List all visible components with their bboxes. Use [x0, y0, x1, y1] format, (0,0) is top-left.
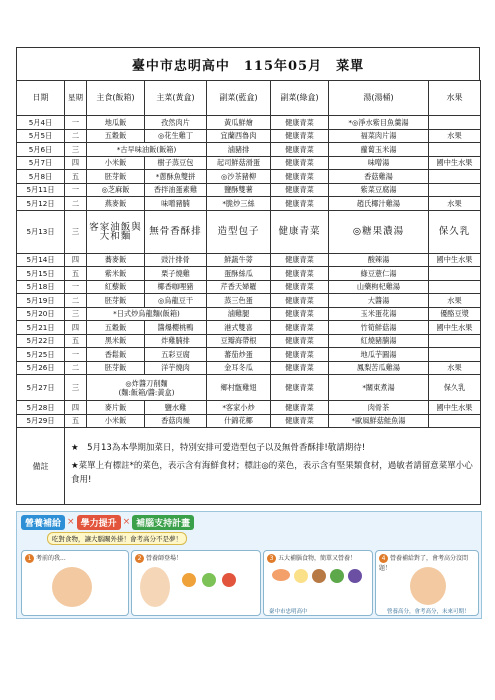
date-cell: 5月18日: [17, 280, 65, 294]
side-dish-green-cell: 健康青菜: [271, 361, 329, 375]
weekday-cell: 三: [65, 143, 87, 157]
side-dish-blue-cell: *客家小炒: [207, 401, 271, 415]
combined-staple-text: ◎炸醬刀削麵: [125, 378, 168, 388]
staple-cell: 黑米飯: [87, 334, 145, 348]
fruit-cell: [429, 116, 481, 130]
side-dish-green-cell: 健康青菜: [271, 183, 329, 197]
fruit-cell: 國中生水果: [429, 156, 481, 170]
date-cell: 5月21日: [17, 321, 65, 335]
berry-icon: [348, 569, 362, 583]
soup-cell: 地瓜芋圓湯: [329, 348, 429, 362]
weekday-cell: 四: [65, 253, 87, 267]
menu-row: [17, 183, 481, 197]
date-cell: 5月27日: [17, 375, 65, 401]
notes-row: [17, 428, 481, 505]
menu-row: [17, 267, 481, 281]
fruit-cell: [429, 170, 481, 184]
note-line: ★ 5月13為本學期加菜日，特別安排可愛造型包子以及無骨香酥排!敬請期待!: [71, 443, 366, 453]
fish-icon: [272, 569, 290, 581]
date-cell: 5月28日: [17, 401, 65, 415]
fruit-cell: 水果: [429, 129, 481, 143]
combined-staple-text: *古早味油飯(飯箱): [116, 144, 177, 154]
soup-cell: 鳳梨苦瓜雞湯: [329, 361, 429, 375]
soup-cell: 味噌湯: [329, 156, 429, 170]
main-dish-cell: 香拌油蛋素雞: [145, 183, 207, 197]
side-dish-blue-cell: 什錦花椰: [207, 414, 271, 428]
side-dish-blue-cell: 金耳冬瓜: [207, 361, 271, 375]
main-dish-cell: 炸雞腩排: [145, 334, 207, 348]
date-cell: 5月29日: [17, 414, 65, 428]
soup-cell: 香菇雞湯: [329, 170, 429, 184]
side-dish-green-cell: 健康青菜: [271, 401, 329, 415]
menu-row: [17, 197, 481, 211]
soup-cell: 山藥枸杞雞湯: [329, 280, 429, 294]
menu-body: [17, 116, 481, 428]
menu-row: [17, 361, 481, 375]
weekday-cell: 四: [65, 156, 87, 170]
staple-cell: 香鬆飯: [87, 348, 145, 362]
staple-cell: 小米飯: [87, 156, 145, 170]
fruit-cell: [429, 183, 481, 197]
side-dish-green-cell: 健康青菜: [271, 334, 329, 348]
date-cell: 5月7日: [17, 156, 65, 170]
weekday-cell: 二: [65, 129, 87, 143]
date-cell: 5月26日: [17, 361, 65, 375]
staple-cell: ◎芝麻飯: [87, 183, 145, 197]
combined-staple-note: (麵:飯箱/醬:黃盒): [118, 387, 175, 397]
panel-title: 五大補腦食物，簡單又營養！: [278, 555, 357, 562]
menu-row: [17, 253, 481, 267]
side-dish-blue-cell: 蒸三色蛋: [207, 294, 271, 308]
nuts-icon: [312, 569, 326, 583]
notes-cell: [65, 428, 481, 505]
staple-cell: 客家油飯與大和麵: [87, 210, 145, 253]
fruit-cell: [429, 280, 481, 294]
side-dish-blue-cell: 滷豬排: [207, 143, 271, 157]
weekday-cell: 四: [65, 401, 87, 415]
main-dish-cell: 栗子燒雞: [145, 267, 207, 281]
banner-footer: 營養高分，會考高分，未來可期！: [387, 609, 470, 615]
main-dish-cell: 無骨香酥排: [145, 210, 207, 253]
menu-row: [17, 129, 481, 143]
side-dish-blue-cell: ◎沙茶豬柳: [207, 170, 271, 184]
banner-subtitle: 吃對食物，讓大腦關外掛！會考高分不是夢！: [47, 532, 187, 545]
soup-cell: *歐風鮮菇鮭魚湯: [329, 414, 429, 428]
col-fruit: 水果: [429, 81, 481, 116]
egg-icon: [294, 569, 308, 583]
menu-row: [17, 280, 481, 294]
main-dish-cell: 味噌豬腩: [145, 197, 207, 211]
header-row: [17, 81, 481, 116]
fruit-cell: 國中生水果: [429, 253, 481, 267]
panel-title: 營養補給對了，會考高分沒問題！: [379, 555, 469, 572]
side-dish-blue-cell: 鄉村甑雞翅: [207, 375, 271, 401]
col-side-blue: 副菜(藍盒): [207, 81, 271, 116]
side-dish-green-cell: 健康青菜: [271, 294, 329, 308]
panel-title: 考前的我...: [36, 555, 66, 562]
date-cell: 5月4日: [17, 116, 65, 130]
menu-table: [16, 80, 481, 505]
staple-cell: 麥片飯: [87, 401, 145, 415]
soup-cell: ◎糖果濃湯: [329, 210, 429, 253]
side-dish-blue-cell: 港式雙喜: [207, 321, 271, 335]
side-dish-green-cell: 健康青菜: [271, 414, 329, 428]
fruit-cell: 國中生水果: [429, 401, 481, 415]
staple-cell: 胚芽飯: [87, 294, 145, 308]
menu-sheet: [16, 47, 480, 505]
comic-panel-2: [131, 550, 261, 616]
staple-cell: 地瓜飯: [87, 116, 145, 130]
soup-cell: 蘿蔔玉米湯: [329, 143, 429, 157]
main-dish-cell: *蔥酥魚雙拼: [145, 170, 207, 184]
weekday-cell: 五: [65, 334, 87, 348]
fruit-cell: [429, 414, 481, 428]
weekday-cell: 五: [65, 414, 87, 428]
side-dish-blue-cell: 滷雞腿: [207, 307, 271, 321]
staple-cell: 小米飯: [87, 414, 145, 428]
date-cell: 5月22日: [17, 334, 65, 348]
soup-cell: 紅燒豬腩湯: [329, 334, 429, 348]
soup-cell: 肉骨茶: [329, 401, 429, 415]
side-dish-blue-cell: 宜蘭西魯肉: [207, 129, 271, 143]
times-icon: ×: [122, 517, 131, 527]
fruit-cell: 保久乳: [429, 375, 481, 401]
staple-cell: 五穀飯: [87, 321, 145, 335]
date-cell: 5月19日: [17, 294, 65, 308]
happy-student-icon: [410, 567, 446, 605]
col-weekday: 星期: [65, 81, 87, 116]
side-dish-green-cell: 健康青菜: [271, 143, 329, 157]
main-dish-cell: 醬爆櫻桃鴨: [145, 321, 207, 335]
fruit-cell: 水果: [429, 197, 481, 211]
fruit-cell: [429, 143, 481, 157]
staple-cell: 蕎麥飯: [87, 253, 145, 267]
side-dish-green-cell: 健康青菜: [271, 348, 329, 362]
number-badge-icon: 1: [25, 554, 34, 563]
side-dish-green-cell: 健康青菜: [271, 129, 329, 143]
soup-cell: 趙氏椰汁雞湯: [329, 197, 429, 211]
date-cell: 5月13日: [17, 210, 65, 253]
fruit-cell: 水果: [429, 294, 481, 308]
side-dish-blue-cell: 起司鮮菇滑蛋: [207, 156, 271, 170]
main-dish-cell: 豉汁排骨: [145, 253, 207, 267]
side-dish-blue-cell: 豆瓣海帶根: [207, 334, 271, 348]
menu-row: [17, 375, 481, 401]
panel-title: 營養師登場！: [146, 555, 183, 562]
col-soup: 湯(湯桶): [329, 81, 429, 116]
combined-staple-cell: [87, 307, 207, 321]
date-cell: 5月14日: [17, 253, 65, 267]
fruit-cell: 優酪豆漿: [429, 307, 481, 321]
main-dish-cell: 樹子蒸豆包: [145, 156, 207, 170]
main-dish-cell: 鹽水雞: [145, 401, 207, 415]
soup-cell: 紫菜豆腐湯: [329, 183, 429, 197]
side-dish-blue-cell: 鮮蔬牛蒡: [207, 253, 271, 267]
date-cell: 5月6日: [17, 143, 65, 157]
main-dish-cell: ◎花生雞丁: [145, 129, 207, 143]
menu-row: [17, 414, 481, 428]
comic-panel-1: [21, 550, 129, 616]
menu-row: [17, 307, 481, 321]
side-dish-green-cell: 健康青菜: [271, 267, 329, 281]
dietitian-illustration-icon: [140, 567, 170, 607]
date-cell: 5月5日: [17, 129, 65, 143]
fruit-cell: 水果: [429, 361, 481, 375]
weekday-cell: 三: [65, 210, 87, 253]
main-dish-cell: 洋芋燒肉: [145, 361, 207, 375]
menu-row: [17, 116, 481, 130]
main-dish-cell: 香菇肉燥: [145, 414, 207, 428]
side-dish-green-cell: 健康青菜: [271, 253, 329, 267]
banner-seg-learning: 學力提升: [77, 515, 121, 530]
side-dish-blue-cell: 蛋酥絲瓜: [207, 267, 271, 281]
number-badge-icon: 3: [267, 554, 276, 563]
menu-row: [17, 143, 481, 157]
page-title: 臺中市忠明高中 115年05月 菜單: [16, 47, 480, 80]
side-dish-blue-cell: *脆炒三絲: [207, 197, 271, 211]
side-dish-green-cell: 健康青菜: [271, 280, 329, 294]
nutrition-banner: [16, 511, 482, 619]
staple-cell: 胚芽飯: [87, 361, 145, 375]
menu-row: [17, 170, 481, 184]
soup-cell: 酸辣湯: [329, 253, 429, 267]
col-side-green: 副菜(綠盒): [271, 81, 329, 116]
weekday-cell: 五: [65, 170, 87, 184]
side-dish-green-cell: 健康青菜: [271, 375, 329, 401]
soup-cell: 福菜肉片湯: [329, 129, 429, 143]
times-icon: ×: [67, 517, 75, 527]
side-dish-green-cell: 健康青菜: [271, 116, 329, 130]
weekday-cell: 三: [65, 375, 87, 401]
side-dish-green-cell: 健康青菜: [271, 321, 329, 335]
vegetable-icon: [330, 569, 344, 583]
weekday-cell: 一: [65, 116, 87, 130]
side-dish-blue-cell: 造型包子: [207, 210, 271, 253]
combined-staple-cell: [87, 375, 207, 401]
main-dish-cell: 椰香咖哩豬: [145, 280, 207, 294]
side-dish-green-cell: 健康青菜: [271, 197, 329, 211]
banner-seg-nutrition: 營養補給: [21, 515, 65, 530]
fruit-cell: [429, 334, 481, 348]
student-illustration-icon: [52, 567, 92, 607]
date-cell: 5月11日: [17, 183, 65, 197]
weekday-cell: 二: [65, 361, 87, 375]
soup-cell: 綠豆薏仁湯: [329, 267, 429, 281]
combined-staple-cell: [87, 143, 207, 157]
weekday-cell: 一: [65, 280, 87, 294]
soup-cell: *關東煮湯: [329, 375, 429, 401]
weekday-cell: 一: [65, 183, 87, 197]
menu-row: [17, 156, 481, 170]
number-badge-icon: 2: [135, 554, 144, 563]
main-dish-cell: 孜然肉片: [145, 116, 207, 130]
side-dish-blue-cell: 蕃茄炒蛋: [207, 348, 271, 362]
main-dish-cell: ◎烏龍豆干: [145, 294, 207, 308]
col-staple: 主食(飯箱): [87, 81, 145, 116]
note-line: ★菜單上有標註*的菜色，表示含有海鮮食材；標註◎的菜色，表示含有堅果類食材，過敏者請留意菜單小心食用!: [71, 461, 473, 485]
col-main: 主菜(黃盒): [145, 81, 207, 116]
fruit-cell: [429, 267, 481, 281]
side-dish-green-cell: 健康青菜: [271, 156, 329, 170]
weekday-cell: 一: [65, 348, 87, 362]
menu-row: [17, 321, 481, 335]
side-dish-green-cell: 健康青菜: [271, 170, 329, 184]
weekday-cell: 三: [65, 307, 87, 321]
staple-cell: 五穀飯: [87, 129, 145, 143]
weekday-cell: 四: [65, 321, 87, 335]
menu-row: [17, 401, 481, 415]
col-date: 日期: [17, 81, 65, 116]
food-icon: [222, 573, 236, 587]
soup-cell: 玉米蛋花湯: [329, 307, 429, 321]
food-icon: [182, 573, 196, 587]
menu-row: [17, 334, 481, 348]
number-badge-icon: 4: [379, 554, 388, 563]
weekday-cell: 五: [65, 267, 87, 281]
main-dish-cell: 五彩豆腐: [145, 348, 207, 362]
fruit-cell: 保久乳: [429, 210, 481, 253]
weekday-cell: 二: [65, 294, 87, 308]
banner-seg-brain: 補腦支持計畫: [132, 515, 194, 530]
food-icon: [202, 573, 216, 587]
school-name: 臺中市忠明高中: [269, 609, 308, 615]
banner-heading: [21, 514, 194, 530]
soup-cell: 大醬湯: [329, 294, 429, 308]
side-dish-green-cell: 健康青菜: [271, 210, 329, 253]
weekday-cell: 二: [65, 197, 87, 211]
staple-cell: 燕麥飯: [87, 197, 145, 211]
side-dish-green-cell: 健康青菜: [271, 307, 329, 321]
menu-row: [17, 210, 481, 253]
combined-staple-text: *日式炒烏龍麵(飯箱): [113, 309, 180, 319]
side-dish-blue-cell: 芹香天婦羅: [207, 280, 271, 294]
notes-label: 備註: [17, 428, 65, 505]
side-dish-blue-cell: 黃瓜鮮燴: [207, 116, 271, 130]
side-dish-blue-cell: 鹽酥雙薯: [207, 183, 271, 197]
fruit-cell: 國中生水果: [429, 321, 481, 335]
staple-cell: 紫米飯: [87, 267, 145, 281]
date-cell: 5月15日: [17, 267, 65, 281]
fruit-cell: [429, 348, 481, 362]
staple-cell: 紅藜飯: [87, 280, 145, 294]
soup-cell: 竹筍鮮菇湯: [329, 321, 429, 335]
menu-row: [17, 294, 481, 308]
menu-row: [17, 348, 481, 362]
date-cell: 5月8日: [17, 170, 65, 184]
date-cell: 5月25日: [17, 348, 65, 362]
date-cell: 5月12日: [17, 197, 65, 211]
staple-cell: 胚芽飯: [87, 170, 145, 184]
date-cell: 5月20日: [17, 307, 65, 321]
soup-cell: *◎淨水紫目魚羹湯: [329, 116, 429, 130]
